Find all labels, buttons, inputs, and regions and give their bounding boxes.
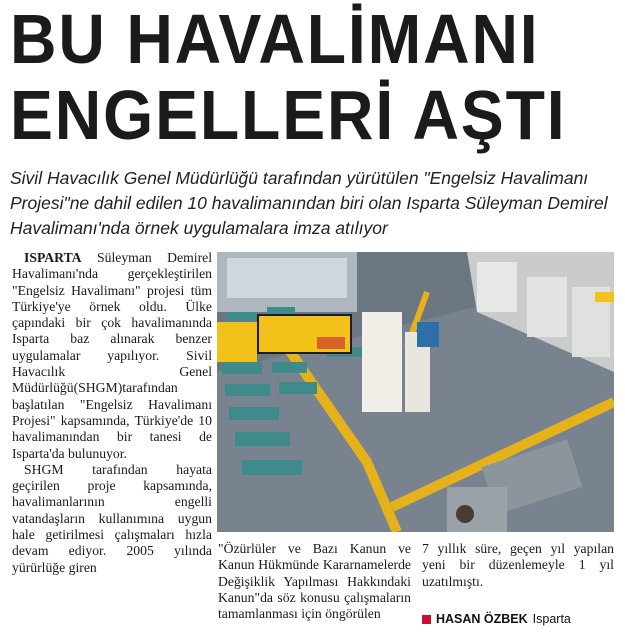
paragraph-2: SHGM tarafından hayata geçirilen proje kapsamında, havalimanlarının engelli vatandaşların kullanımına uygun hale getirilmesi çalışmaları hızla devam ediyor. 2005 yılında yürürlüğe giren	[12, 461, 212, 575]
byline	[422, 612, 614, 626]
article-column-2	[218, 541, 411, 622]
paragraph-1-text: Süleyman Demirel Havalimanı'nda gerçekleştirilen "Engelsiz Havalimanı" projesi tüm Türkiye'ye örnek oldu. Ülke çapındaki bir çok havalimanında Isparta baz alınarak benzer uygulamalar yapılıyor. Sivil Havacılık Genel Müdürlüğü(SHGM)tarafından başlatılan "Engelsiz Havalimanı Projesi" kapsamında, Türkiye'de 10 havalimanından bir tanesi de Isparta'da bulunuyor.	[12, 250, 213, 461]
article-column-1	[12, 250, 212, 576]
byline-marker-icon	[422, 615, 431, 624]
headline-line-1: BU HAVALİMANI	[10, 0, 540, 78]
paragraph-1	[12, 250, 212, 462]
byline-location: Isparta	[532, 612, 571, 626]
article-column-3	[422, 541, 614, 590]
airport-terminal-photo	[217, 252, 614, 532]
column-3-text: 7 yıllık süre, geçen yıl yapılan yeni bir düzenlemeyle 1 yıl uzatılmıştı.	[422, 541, 614, 589]
column-2-text: "Özürlüler ve Bazı Kanun ve Kanun Hükmünde Kararnamelerde Değişiklik Yapılması Hakkındaki Kanun"da söz konusu çalışmaların tamamlanması için öngörülen	[218, 541, 411, 622]
deck-subheadline: Sivil Havacılık Genel Müdürlüğü tarafından yürütülen "Engelsiz Havalimanı Projesi"ne dahil edilen 10 havalimanından biri olan Isparta Süleyman Demirel Havalimanı'nda örnek uygulamalara imza atılıyor	[10, 168, 608, 238]
byline-author: HASAN ÖZBEK	[436, 612, 528, 626]
photo-illustration	[217, 252, 614, 532]
headline-line-2: ENGELLERİ AŞTI	[10, 76, 567, 154]
dateline-city: ISPARTA	[24, 250, 82, 265]
